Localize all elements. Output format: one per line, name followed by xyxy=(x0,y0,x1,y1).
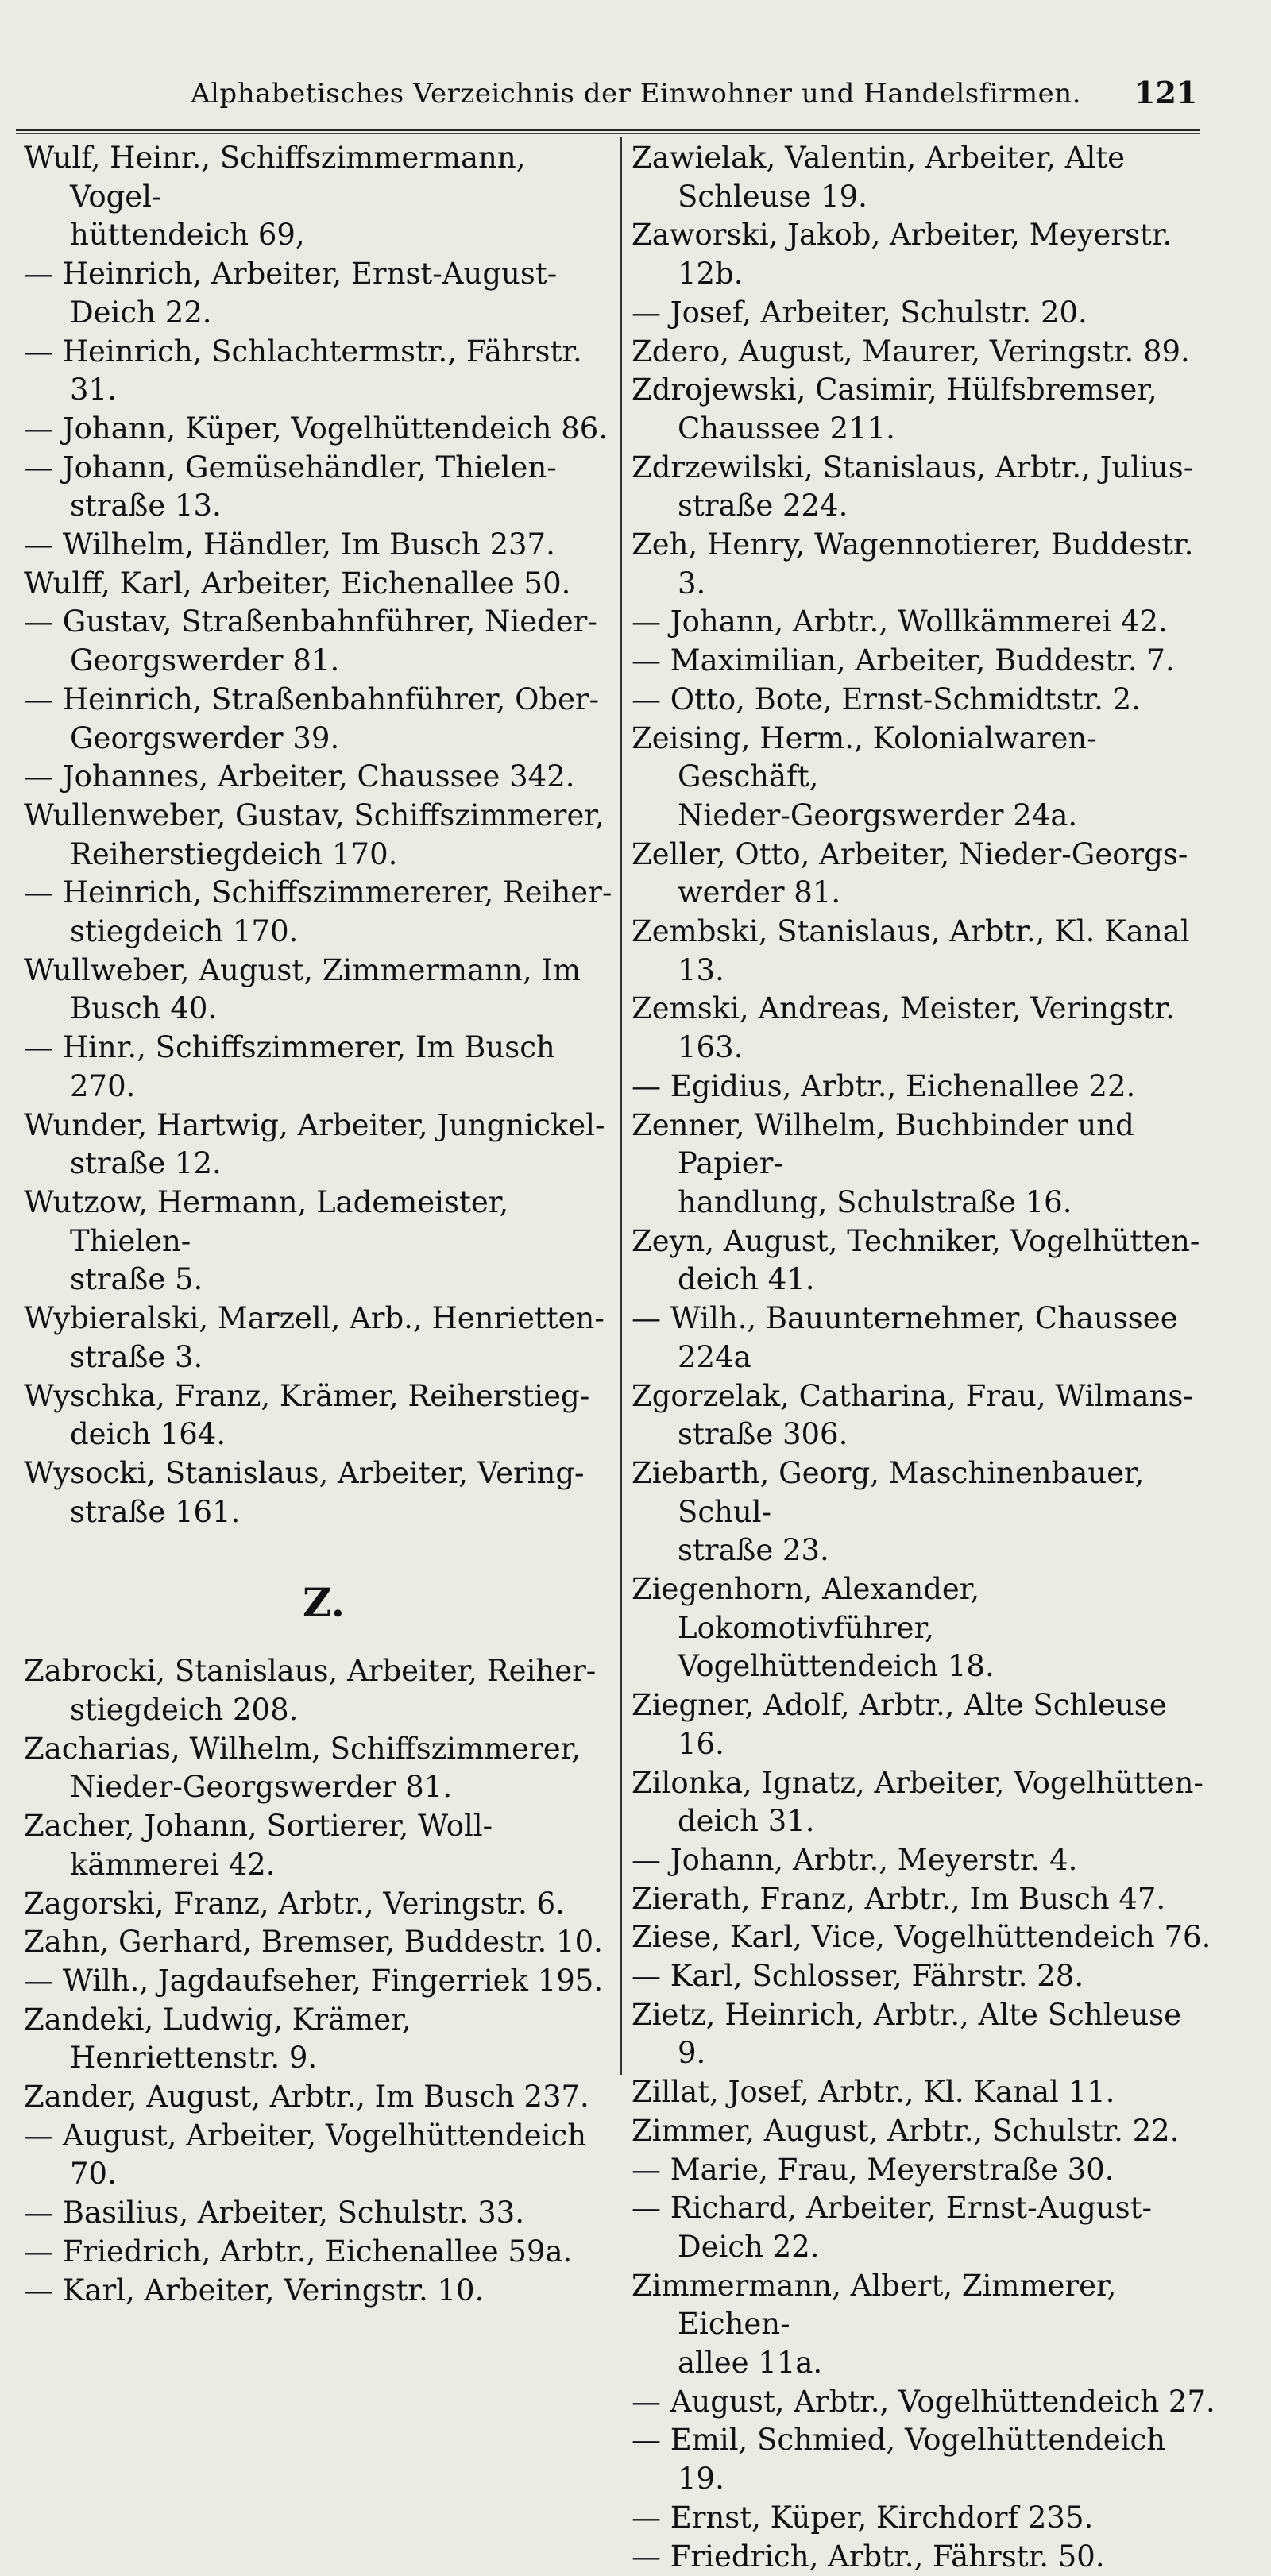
entry-continuation: straße 23. xyxy=(678,1533,829,1568)
directory-entry xyxy=(24,1454,624,1531)
entry-continuation: Georgswerder 39. xyxy=(70,720,340,755)
directory-entry xyxy=(24,1807,624,1884)
entry-continuation: Busch 40. xyxy=(70,991,218,1026)
entry-line: — Karl, Arbeiter, Veringstr. 10. xyxy=(24,2273,485,2308)
entry-continuation: werder 81. xyxy=(678,875,841,910)
entry-line: Zietz, Heinrich, Arbtr., Alte Schleuse 9. xyxy=(632,1997,1182,2071)
directory-entry xyxy=(632,1454,1215,1570)
directory-entry xyxy=(24,1377,624,1454)
directory-entry xyxy=(632,990,1215,1067)
entry-continuation: Nieder-Georgswerder 24a. xyxy=(678,798,1078,832)
directory-entry xyxy=(632,2073,1215,2112)
entry-continuation: stiegdeich 170. xyxy=(70,914,299,949)
directory-entry xyxy=(632,1918,1215,1957)
entry-continuation: Nieder-Georgswerder 81. xyxy=(70,1770,453,1805)
entry-line: — Johann, Arbtr., Wollkämmerei 42. xyxy=(632,604,1168,639)
directory-entry xyxy=(632,1300,1215,1377)
entry-continuation: straße 3. xyxy=(70,1339,203,1374)
entry-line: Zaworski, Jakob, Arbeiter, Meyerstr. 12b. xyxy=(632,218,1172,292)
directory-entry xyxy=(632,1570,1215,1686)
entry-continuation: Deich 22. xyxy=(678,2229,820,2264)
entry-line: — Johann, Gemüsehändler, Thielen- xyxy=(24,450,557,485)
entry-line: Zeyn, August, Techniker, Vogelhütten- xyxy=(632,1223,1200,1258)
entry-line: Wunder, Hartwig, Arbeiter, Jungnickel- xyxy=(24,1107,605,1142)
directory-entry xyxy=(632,1996,1215,2073)
entry-line: — Johann, Küper, Vogelhüttendeich 86. xyxy=(24,411,608,446)
entries-w xyxy=(24,139,624,1531)
directory-entry xyxy=(24,2078,624,2117)
directory-entry xyxy=(632,216,1215,293)
entry-line: Zeller, Otto, Arbeiter, Nieder-Georgs- xyxy=(632,836,1188,871)
entry-line: — Emil, Schmied, Vogelhüttendeich 19. xyxy=(632,2423,1166,2497)
directory-entry xyxy=(632,1686,1215,1763)
entry-continuation: Chaussee 211. xyxy=(678,411,895,446)
entry-line: — Wilh., Jagdaufseher, Fingerriek 195. xyxy=(24,1963,604,1998)
entry-continuation: deich 41. xyxy=(678,1262,815,1297)
left-column xyxy=(24,139,624,2310)
entry-line: — Heinrich, Straßenbahnführer, Ober- xyxy=(24,682,600,716)
entry-continuation: straße 224. xyxy=(678,489,848,523)
entry-line: Zembski, Stanislaus, Arbtr., Kl. Kanal 13. xyxy=(632,914,1190,987)
entry-line: Zdero, August, Maurer, Veringstr. 89. xyxy=(632,334,1190,369)
entry-continuation: straße 306. xyxy=(678,1417,848,1452)
entry-line: — Josef, Arbeiter, Schulstr. 20. xyxy=(632,295,1087,330)
directory-entry xyxy=(24,139,624,255)
entry-continuation: hüttendeich 69, xyxy=(70,218,305,253)
entry-line: Zdrojewski, Casimir, Hülfsbremser, xyxy=(632,373,1157,407)
entry-line: Zahn, Gerhard, Bremser, Buddestr. 10. xyxy=(24,1925,603,1960)
entry-line: Zierath, Franz, Arbtr., Im Busch 47. xyxy=(632,1881,1166,1916)
directory-entry xyxy=(632,139,1215,216)
entries-z-left xyxy=(24,1652,624,2310)
entry-line: Zdrzewilski, Stanislaus, Arbtr., Julius- xyxy=(632,450,1194,485)
directory-entry xyxy=(632,449,1215,526)
directory-entry xyxy=(24,1885,624,1924)
entry-continuation: Schleuse 19. xyxy=(678,179,867,214)
directory-entry xyxy=(24,1923,624,1962)
entry-line: — Wilhelm, Händler, Im Busch 237. xyxy=(24,527,555,562)
running-title: Alphabetisches Verzeichnis der Einwohner und Handelsfirmen. xyxy=(191,78,1081,110)
entry-continuation: straße 13. xyxy=(70,489,222,523)
directory-entry xyxy=(24,603,624,680)
entry-line: — Ernst, Küper, Kirchdorf 235. xyxy=(632,2500,1094,2535)
entry-line: — August, Arbtr., Vogelhüttendeich 27. xyxy=(632,2384,1215,2419)
directory-entry xyxy=(24,874,624,951)
directory-entry xyxy=(24,1184,624,1300)
section-letter-z: Z. xyxy=(302,1579,346,1627)
directory-entry xyxy=(24,449,624,526)
entry-line: — Johannes, Arbeiter, Chaussee 342. xyxy=(24,759,575,794)
entry-line: Wullenweber, Gustav, Schiffszimmerer, xyxy=(24,798,605,832)
directory-entry xyxy=(24,1106,624,1184)
entry-continuation: straße 161. xyxy=(70,1494,241,1529)
directory-entry xyxy=(632,294,1215,333)
entries-z-right xyxy=(632,139,1215,2576)
directory-entry xyxy=(24,2272,624,2311)
entry-continuation: stiegdeich 208. xyxy=(70,1693,299,1728)
entry-line: — Johann, Arbtr., Meyerstr. 4. xyxy=(632,1842,1078,1877)
entry-line: Zenner, Wilhelm, Buchbinder und Papier- xyxy=(632,1107,1134,1181)
directory-entry xyxy=(632,2112,1215,2151)
entry-line: — Wilh., Bauunternehmer, Chaussee 224a xyxy=(632,1301,1178,1374)
directory-entry xyxy=(632,2499,1215,2538)
directory-entry xyxy=(24,797,624,874)
directory-entry xyxy=(24,681,624,758)
entry-line: — Otto, Bote, Ernst-Schmidtstr. 2. xyxy=(632,682,1141,716)
directory-entry xyxy=(632,836,1215,913)
entry-line: Wulf, Heinr., Schiffszimmermann, Vogel- xyxy=(24,141,526,214)
directory-entry xyxy=(632,1068,1215,1106)
entry-line: Zgorzelak, Catharina, Frau, Wilmans- xyxy=(632,1378,1193,1413)
page-header xyxy=(0,70,1271,126)
entry-line: Zawielak, Valentin, Arbeiter, Alte xyxy=(632,141,1126,175)
directory-entry xyxy=(632,333,1215,372)
directory-entry xyxy=(632,2538,1215,2576)
directory-entry xyxy=(24,565,624,604)
entry-line: Zagorski, Franz, Arbtr., Veringstr. 6. xyxy=(24,1886,565,1921)
directory-entry xyxy=(632,2151,1215,2190)
directory-entry xyxy=(632,526,1215,603)
directory-entry xyxy=(632,720,1215,836)
entry-line: Zeh, Henry, Wagennotierer, Buddestr. 3. xyxy=(632,527,1194,601)
entry-line: — Maximilian, Arbeiter, Buddestr. 7. xyxy=(632,643,1175,678)
entry-line: — Gustav, Straßenbahnführer, Nieder- xyxy=(24,604,597,639)
entry-line: Zacharias, Wilhelm, Schiffszimmerer, xyxy=(24,1731,581,1766)
entry-continuation: straße 5. xyxy=(70,1262,203,1297)
entry-line: — Egidius, Arbtr., Eichenallee 22. xyxy=(632,1068,1136,1103)
entry-continuation: Vogelhüttendeich 18. xyxy=(678,1649,995,1684)
entry-line: Zimmermann, Albert, Zimmerer, Eichen- xyxy=(632,2268,1117,2342)
directory-entry xyxy=(24,526,624,565)
entry-line: — Karl, Schlosser, Fährstr. 28. xyxy=(632,1959,1084,1994)
entry-continuation: deich 31. xyxy=(678,1804,815,1839)
directory-entry xyxy=(24,2001,624,2078)
entry-line: Ziese, Karl, Vice, Vogelhüttendeich 76. xyxy=(632,1920,1211,1955)
entry-line: — Friedrich, Arbtr., Fährstr. 50. xyxy=(632,2539,1105,2574)
directory-entry xyxy=(24,255,624,332)
entry-line: Wysocki, Stanislaus, Arbeiter, Vering- xyxy=(24,1455,585,1490)
directory-entry xyxy=(632,603,1215,642)
entry-line: — Heinrich, Arbeiter, Ernst-August- xyxy=(24,257,558,292)
entry-line: — August, Arbeiter, Vogelhüttendeich 70. xyxy=(24,2118,587,2192)
entry-line: Wybieralski, Marzell, Arb., Henrietten- xyxy=(24,1301,605,1336)
entry-continuation: Reiherstiegdeich 170. xyxy=(70,836,398,871)
directory-entry xyxy=(632,371,1215,448)
entry-line: Zander, August, Arbtr., Im Busch 237. xyxy=(24,2080,589,2114)
directory-entry xyxy=(632,2383,1215,2422)
directory-entry xyxy=(24,1652,624,1729)
directory-entry xyxy=(632,1764,1215,1841)
directory-entry xyxy=(632,1957,1215,1996)
entry-line: — Richard, Arbeiter, Ernst-August- xyxy=(632,2191,1152,2226)
directory-entry xyxy=(632,1377,1215,1454)
directory-entry xyxy=(24,2117,624,2194)
directory-entry xyxy=(632,913,1215,990)
right-column xyxy=(632,139,1215,2576)
entry-line: Zimmer, August, Arbtr., Schulstr. 22. xyxy=(632,2113,1180,2148)
entry-line: — Hinr., Schiffszimmerer, Im Busch 270. xyxy=(24,1030,555,1103)
entry-line: Ziegner, Adolf, Arbtr., Alte Schleuse 16. xyxy=(632,1688,1167,1761)
entry-continuation: handlung, Schulstraße 16. xyxy=(678,1184,1072,1219)
entry-line: Ziegenhorn, Alexander, Lokomotivführer, xyxy=(632,1572,980,1645)
entry-line: — Friedrich, Arbtr., Eichenallee 59a. xyxy=(24,2234,573,2269)
entry-continuation: deich 164. xyxy=(70,1417,226,1452)
header-rule xyxy=(16,129,1200,131)
directory-entry xyxy=(632,1222,1215,1300)
entry-line: — Heinrich, Schlachtermstr., Fährstr. 31. xyxy=(24,334,582,407)
entry-line: Zillat, Josef, Arbtr., Kl. Kanal 11. xyxy=(632,2075,1115,2110)
directory-entry xyxy=(24,1300,624,1377)
entry-continuation: Georgswerder 81. xyxy=(70,643,340,678)
entry-continuation: allee 11a. xyxy=(678,2346,823,2381)
entry-line: Zacher, Johann, Sortierer, Woll- xyxy=(24,1809,493,1844)
header-rule-thin xyxy=(16,133,1200,134)
entry-line: Wullweber, August, Zimmermann, Im xyxy=(24,952,581,987)
directory-entry xyxy=(632,1841,1215,1880)
entry-line: Zandeki, Ludwig, Krämer, Henriettenstr. 9. xyxy=(24,2002,411,2076)
directory-entry xyxy=(632,2421,1215,2498)
entry-continuation: straße 12. xyxy=(70,1146,222,1181)
entry-line: — Heinrich, Schiffszimmererer, Reiher- xyxy=(24,875,612,910)
directory-entry xyxy=(632,642,1215,681)
entry-line: Wyschka, Franz, Krämer, Reiherstieg- xyxy=(24,1378,590,1413)
directory-entry xyxy=(24,952,624,1029)
directory-entry xyxy=(24,758,624,797)
entry-line: Ziebarth, Georg, Maschinenbauer, Schul- xyxy=(632,1455,1145,1529)
entry-continuation: kämmerei 42. xyxy=(70,1847,276,1882)
directory-entry xyxy=(24,2233,624,2272)
entry-line: Zeising, Herm., Kolonialwaren-Geschäft, xyxy=(632,720,1097,794)
directory-entry xyxy=(632,2267,1215,2383)
entry-line: Zilonka, Ignatz, Arbeiter, Vogelhütten- xyxy=(632,1765,1203,1800)
directory-entry xyxy=(24,333,624,410)
entry-line: Zabrocki, Stanislaus, Arbeiter, Reiher- xyxy=(24,1654,597,1689)
page-number: 121 xyxy=(1134,75,1198,110)
entry-line: — Basilius, Arbeiter, Schulstr. 33. xyxy=(24,2196,524,2230)
directory-entry xyxy=(632,2189,1215,2266)
entry-line: Zemski, Andreas, Meister, Veringstr. 163. xyxy=(632,991,1175,1065)
entry-line: — Marie, Frau, Meyerstraße 30. xyxy=(632,2152,1115,2187)
directory-entry xyxy=(632,681,1215,720)
entry-continuation: Deich 22. xyxy=(70,295,212,330)
directory-entry xyxy=(24,2194,624,2233)
entry-line: Wutzow, Hermann, Lademeister, Thielen- xyxy=(24,1184,509,1258)
directory-entry xyxy=(632,1106,1215,1222)
entry-line: Wulff, Karl, Arbeiter, Eichenallee 50. xyxy=(24,566,571,601)
directory-entry xyxy=(24,410,624,449)
directory-entry xyxy=(24,1962,624,2001)
directory-entry xyxy=(632,1880,1215,1919)
directory-entry xyxy=(24,1029,624,1106)
directory-entry xyxy=(24,1730,624,1807)
